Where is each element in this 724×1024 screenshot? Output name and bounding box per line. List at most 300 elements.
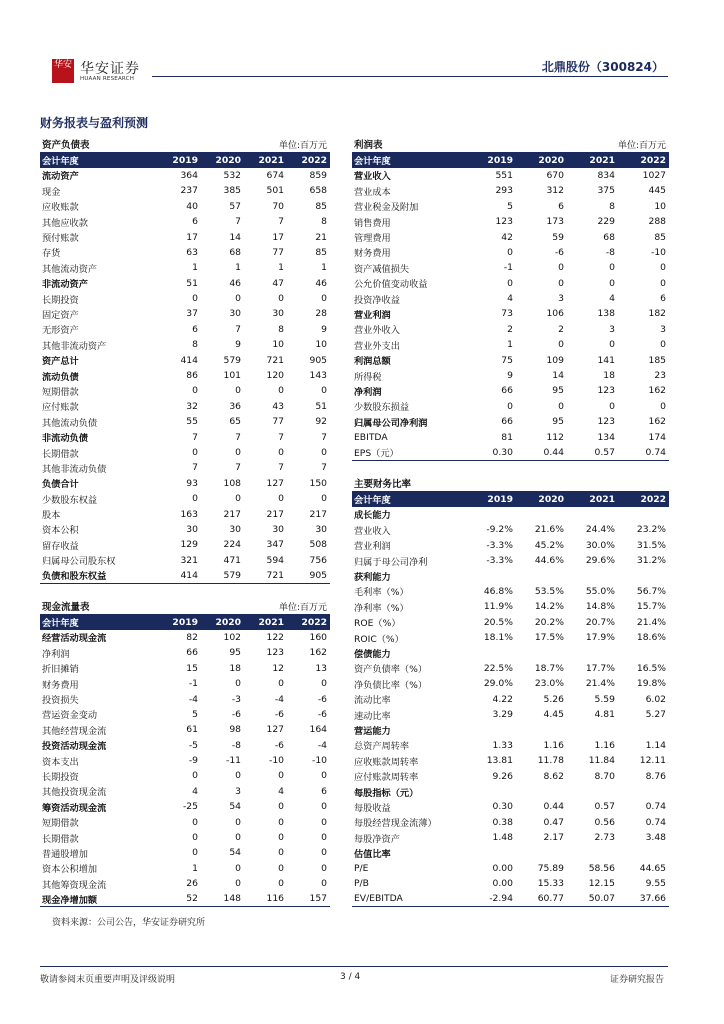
row-value: 8 [609,200,615,212]
table-row [352,260,669,275]
row-label: 资产总计 [42,356,79,368]
row-value [465,722,516,737]
row-value: 9 [507,370,513,382]
row-value: 46 [229,277,242,289]
row-value: 0 [321,878,328,890]
row-value: 12 [272,662,285,674]
column-header: 会计年度 [40,614,158,629]
row-label: 筹资活动现金流 [42,802,107,814]
row-value: 10 [272,339,285,351]
row-value: 66 [501,385,513,397]
row-value: 8.62 [543,770,564,782]
row-label: ROIC（%） [354,633,404,645]
table-title: 现金流量表 [40,599,244,614]
row-value [465,507,516,522]
row-label: 短期借款 [42,818,79,830]
row-value: 17.9% [585,632,615,644]
financial-ratios-table [352,476,669,907]
column-header: 2021 [567,152,618,167]
table-row [40,399,330,414]
row-value: 0 [321,801,328,813]
table-title-row [352,137,669,152]
row-value: 14.2% [534,601,564,613]
row-value: 24.4% [585,524,615,536]
row-value: 18 [603,370,615,382]
row-value: 95 [552,385,564,397]
row-value: -3.3% [486,539,513,551]
table-row [40,722,330,737]
row-value: 102 [223,631,242,643]
row-value: 551 [495,169,513,181]
row-label: 长期借款 [42,448,79,460]
table-row [352,661,669,676]
row-value [516,784,567,799]
row-value [567,645,618,660]
row-value: 0 [235,878,242,890]
row-label: 少数股东权益 [42,494,98,506]
row-value: 532 [223,169,242,181]
table-row [40,245,330,260]
row-value: 182 [648,308,667,320]
row-value: 0 [235,816,242,828]
row-label: 普通股增加 [42,848,88,860]
row-label: 净利润 [354,386,382,398]
table-title: 资产负债表 [40,137,244,152]
row-label: 流动比率 [354,695,391,707]
logo [52,58,182,88]
row-label: 成长能力 [354,510,391,522]
column-header: 2021 [567,491,618,506]
row-value: 288 [648,216,667,228]
row-label: 固定资产 [42,309,79,321]
table-row [352,722,669,737]
row-label: 营业税金及附加 [354,202,419,214]
row-value: 57 [229,200,242,212]
row-value: 0 [321,493,328,505]
table-row [352,522,669,537]
row-value: 77 [272,416,285,428]
row-value: 174 [648,431,667,443]
row-label: 预付账款 [42,233,79,245]
logo-name: 华安证券 [80,61,140,77]
row-value: 81 [501,431,513,443]
row-value: 364 [180,169,198,181]
row-value: 56.7% [636,585,667,597]
table-row [40,183,330,198]
row-value: 21.4% [585,678,615,690]
table-row [352,168,669,183]
table-unit: 单位:百万元 [567,137,669,152]
row-value: 9.26 [492,770,513,782]
row-value: 4 [278,785,285,797]
balance-sheet-table [40,137,330,584]
row-label: P/E [354,862,369,874]
table-row [40,691,330,706]
row-value: 217 [266,508,285,520]
row-value: 8.76 [645,770,667,782]
table-row [40,276,330,291]
row-value: 50.07 [567,892,618,907]
row-value: 17.7% [585,662,615,674]
row-value: 52 [158,891,201,906]
row-value: -5 [188,739,198,751]
row-label: 净负债比率（%） [354,679,428,691]
table-row [352,429,669,444]
row-value: -11 [226,755,242,767]
logo-seal: 华安 [52,59,74,83]
row-value: 120 [266,370,285,382]
table-row [40,707,330,722]
table-row [352,799,669,814]
row-value: 0.56 [594,816,615,828]
row-value: 163 [180,508,198,520]
row-value: -10 [269,755,285,767]
row-label: 财务费用 [42,679,79,691]
row-label: 应收账款周转率 [354,756,419,768]
row-value: 6 [660,293,667,305]
row-value: 0 [321,862,328,874]
row-value: 148 [201,891,244,906]
row-value: 6 [558,200,564,212]
row-value: 30 [272,523,285,535]
row-value: 721 [244,568,287,583]
row-value: 0 [321,847,328,859]
table-row [40,168,330,183]
row-value: 109 [546,354,564,366]
table-row [352,507,669,522]
row-value: 46 [315,277,328,289]
row-label: 应付账款周转率 [354,772,419,784]
row-value: 17 [272,231,285,243]
row-label: 存货 [42,248,61,260]
row-value: 1027 [642,169,667,181]
row-value: 2.73 [594,832,615,844]
row-label: 营业收入 [354,171,391,183]
table-row [352,691,669,706]
row-value: 6 [192,323,198,335]
table-unit: 单位:百万元 [244,137,330,152]
row-value: 68 [603,231,615,243]
row-label: P/B [354,878,369,890]
logo-name-en: HUAAN RESEARCH [80,76,135,82]
row-value: 4.81 [594,709,615,721]
row-value: 37.66 [618,892,669,907]
row-label: 现金 [42,186,61,198]
row-value: 106 [546,308,564,320]
table-row [352,291,669,306]
row-value: 15 [186,662,198,674]
table-row [40,291,330,306]
row-value: 46.8% [483,585,513,597]
row-value: 7 [321,462,328,474]
row-value: 0 [278,862,285,874]
row-value: 95 [229,647,242,659]
row-value [567,845,618,860]
row-value: 134 [597,431,615,443]
row-value: 162 [309,647,328,659]
row-label: 偿债能力 [354,648,391,660]
row-value: 414 [158,568,201,583]
row-value: 30 [229,523,242,535]
table-row [352,214,669,229]
table-row [40,676,330,691]
row-value: 0.57 [567,445,618,460]
row-value: 674 [266,169,285,181]
table-row [40,214,330,229]
row-value: 108 [223,477,242,489]
row-label: 销售费用 [354,217,391,229]
table-row [352,615,669,630]
row-value: -6 [554,246,564,258]
row-value: 721 [266,354,285,366]
column-header: 2021 [244,614,287,629]
row-value: 0 [235,447,242,458]
row-value: 101 [223,370,242,382]
row-value: 756 [309,554,328,566]
row-label: 经营活动现金流 [42,633,107,645]
row-value: 0 [278,770,285,782]
row-label: 其他流动负债 [42,417,98,429]
row-value: 2 [558,323,564,335]
table-row [40,553,330,568]
row-value: 51 [315,400,328,412]
row-value: 5 [192,708,198,720]
row-value: 0 [507,277,513,289]
row-value: 40 [186,200,198,212]
row-value: 0 [609,339,615,351]
table-row [352,876,669,891]
row-value: 82 [186,631,198,643]
row-value: 4 [507,293,513,305]
table-title-row [352,476,669,491]
row-label: 其他非流动负债 [42,463,107,475]
column-header: 2022 [287,152,330,167]
row-value: 12.11 [639,755,667,767]
row-value: 28 [315,308,328,320]
row-value [516,507,567,522]
footer-rule [40,966,668,967]
row-label: 营业成本 [354,186,391,198]
row-value: 0 [235,293,242,305]
stock-title: 北鼎股份（300824） [541,60,664,74]
column-header: 2019 [465,152,516,167]
row-value: 30.0% [585,539,615,551]
row-value: 3 [558,293,564,305]
row-label: 其他非流动资产 [42,340,107,352]
row-label: 总资产周转率 [354,741,410,753]
row-value: 143 [309,370,328,382]
row-value: 75 [501,354,513,366]
income-statement-table [352,137,669,461]
table-row [40,784,330,799]
row-value: 4 [609,293,615,305]
row-value: -2.94 [465,892,516,907]
row-value: 66 [501,416,513,428]
section-title: 财务报表与盈利预测 [40,116,149,130]
row-value: 8.70 [594,770,615,782]
row-value: 53.5% [534,585,564,597]
row-value: 9 [235,339,242,351]
row-value: 8 [321,216,328,228]
row-value [618,845,669,860]
table-row [352,538,669,553]
row-label: 其他流动资产 [42,263,98,275]
table-row [40,814,330,829]
row-value: 129 [180,539,198,551]
row-value: -1 [188,678,198,690]
row-value: 75.89 [537,862,564,874]
table-row [40,322,330,337]
table-row [352,768,669,783]
row-label: 流动负债 [42,371,79,383]
row-value: 0 [278,801,285,813]
row-value [567,507,618,522]
row-value: 8 [278,323,285,335]
row-label: 留存收益 [42,540,79,552]
row-label: 其他应收款 [42,217,88,229]
table-unit: 单位:百万元 [244,599,330,614]
table-row [352,368,669,383]
table-row [352,322,669,337]
row-value: 63 [186,246,198,258]
table-row [352,399,669,414]
row-value: -3.3% [486,555,513,567]
row-value [618,722,669,737]
row-value: 0 [235,862,242,874]
row-label: 资本公积增加 [42,864,98,876]
row-value: 14 [552,370,564,382]
row-value: 116 [244,891,287,906]
row-value: 4 [192,785,198,797]
row-value: 0 [278,447,285,458]
column-header: 会计年度 [352,491,465,506]
row-value: 0 [278,493,285,505]
row-value: 73 [501,308,513,320]
table-row [40,876,330,891]
row-value: 6 [192,216,198,228]
row-value: 17.5% [534,632,564,644]
row-value: 312 [546,185,564,197]
row-value [618,568,669,583]
table-row [40,306,330,321]
table-row [352,815,669,830]
table-row [40,738,330,753]
row-value: 17 [186,231,198,243]
row-value: 5.26 [543,693,564,705]
column-header: 2022 [618,491,669,506]
table-row [352,553,669,568]
row-label: 折旧摊销 [42,664,79,676]
row-value: 0 [235,770,242,782]
row-label: 非流动负债 [42,433,88,445]
table-row [352,784,669,799]
row-value: 86 [186,370,198,382]
table-row [40,753,330,768]
row-value: 44.65 [639,862,667,874]
row-label: 营业外支出 [354,340,400,352]
row-label: 财务费用 [354,248,391,260]
row-value: 92 [315,416,328,428]
row-value: 14.8% [585,601,615,613]
row-label: 营运能力 [354,725,391,737]
row-label: 资产负债率（%） [354,664,428,676]
row-label: 资本支出 [42,756,79,768]
row-value: 670 [546,169,564,181]
row-value: 0 [321,816,328,828]
row-value: 164 [309,724,328,736]
row-value: 7 [278,462,285,474]
row-value: 0 [192,770,198,782]
row-value: 0 [609,400,615,412]
row-value: -6 [274,708,285,720]
row-value: 61 [186,724,198,736]
row-value: 0 [235,493,242,505]
row-value: 47 [272,277,285,289]
row-label: 净利润 [42,648,70,660]
row-value: 0 [321,385,328,397]
row-label: 短期借款 [42,386,79,398]
column-header: 2022 [618,152,669,167]
table-row [352,183,669,198]
row-value: 1 [321,262,328,274]
row-value: 1 [278,262,285,274]
row-value: 19.8% [636,678,667,690]
row-value: 29.6% [585,555,615,567]
row-label: 所得税 [354,371,382,383]
row-value: 321 [180,554,198,566]
row-value: 0 [558,339,564,351]
row-label: 现金净增加额 [40,891,158,906]
row-value [465,845,516,860]
row-label: 股本 [42,510,61,522]
row-value: -6 [317,708,328,720]
row-value: 60.77 [516,892,567,907]
row-value: 20.2% [534,616,564,628]
row-value: 7 [235,216,242,228]
table-header-row [40,614,330,629]
row-value: 141 [597,354,615,366]
row-value: 66 [186,647,198,659]
row-value: 0 [192,293,198,305]
row-label: 其他筹资现金流 [42,879,107,891]
row-value: 0 [507,246,513,258]
row-value: 150 [309,477,328,489]
row-value: 0.44 [516,445,567,460]
row-label: 估值比率 [354,849,391,861]
row-value: 30 [315,523,328,535]
table-row [40,460,330,475]
row-value: 4.22 [492,693,513,705]
row-value: 834 [597,169,615,181]
row-value: 1 [235,262,242,274]
data-source-note: 资料来源：公司公告，华安证券研究所 [52,918,206,928]
row-label: 长期借款 [42,833,79,845]
row-value: 0 [609,277,615,289]
row-label: 速动比率 [354,710,391,722]
row-value: 217 [223,508,242,520]
table-title: 利润表 [352,137,567,152]
row-label: 投资净收益 [354,294,400,306]
row-value: 0.74 [645,801,667,813]
row-value: 7 [278,431,285,443]
row-value: 0 [558,262,564,274]
row-label: 资产减值损失 [354,263,410,275]
row-value: 10 [315,339,328,351]
row-label: 归属于母公司净利 [354,556,428,568]
row-value: 0.00 [492,862,513,874]
row-label: 投资损失 [42,695,79,707]
table-row [352,861,669,876]
